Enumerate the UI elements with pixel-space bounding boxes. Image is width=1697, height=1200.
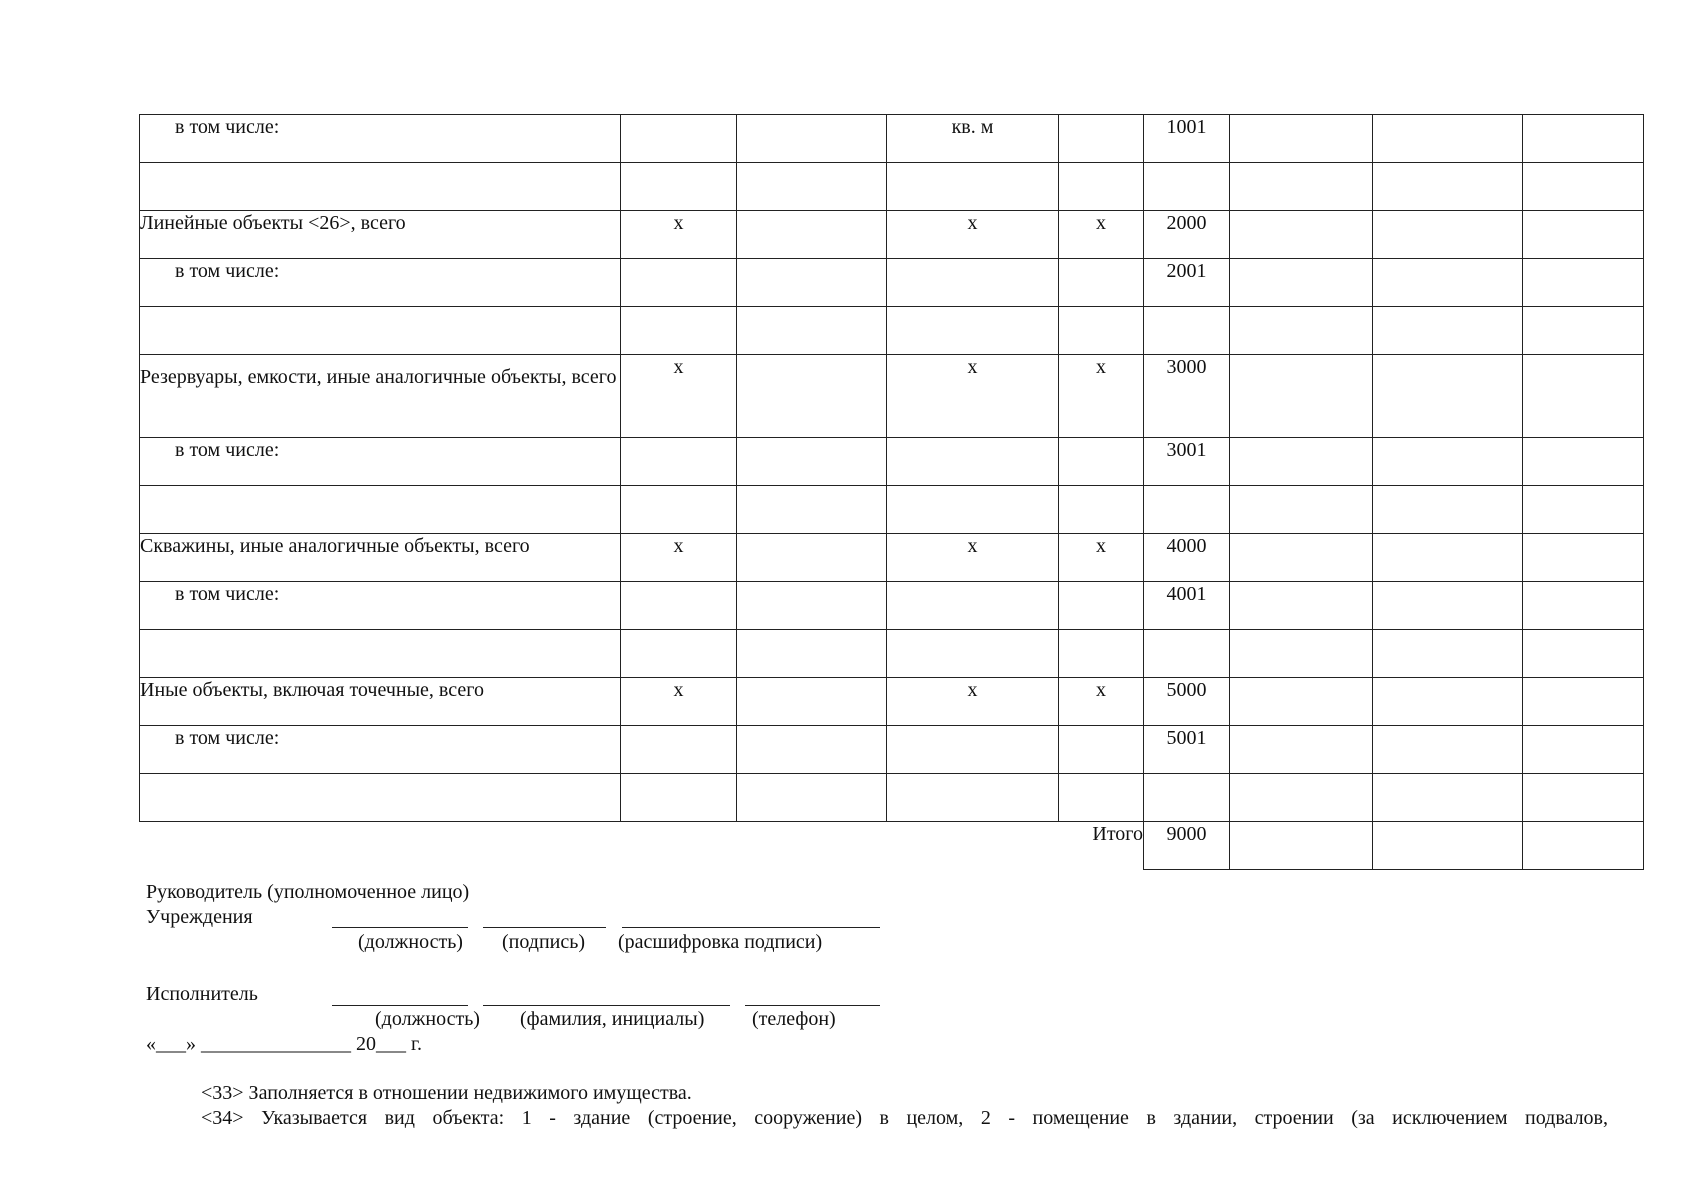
cell-col9 bbox=[1523, 630, 1644, 678]
property-table bbox=[139, 114, 1644, 870]
cell-unit: x bbox=[887, 355, 1059, 438]
cell-col9 bbox=[1523, 355, 1644, 438]
row-code bbox=[1144, 163, 1230, 211]
executor-position-line bbox=[332, 1005, 468, 1006]
cell-col7 bbox=[1230, 774, 1373, 822]
cell-col7 bbox=[1230, 534, 1373, 582]
cell-unit bbox=[887, 726, 1059, 774]
cell-col2: x bbox=[621, 534, 737, 582]
footnote-34: <34> Указывается вид объекта: 1 - здание (строение, сооружение) в целом, 2 - помещение в здании, строении (за исключением подвалов, bbox=[201, 1107, 1608, 1129]
cell-col7 bbox=[1230, 582, 1373, 630]
executor-caption-position: (должность) bbox=[375, 1008, 480, 1030]
cell-col5 bbox=[1059, 438, 1144, 486]
cell-col5 bbox=[1059, 726, 1144, 774]
head-caption-position: (должность) bbox=[358, 931, 463, 953]
table-row bbox=[140, 678, 1644, 726]
cell-col7 bbox=[1230, 163, 1373, 211]
cell-col8 bbox=[1373, 774, 1523, 822]
cell-col5 bbox=[1059, 486, 1144, 534]
table-body bbox=[140, 115, 1644, 870]
cell-col7 bbox=[1230, 355, 1373, 438]
cell-col5: x bbox=[1059, 211, 1144, 259]
cell-unit: кв. м bbox=[887, 115, 1059, 163]
cell-col2 bbox=[621, 726, 737, 774]
cell-unit: x bbox=[887, 211, 1059, 259]
cell-col8 bbox=[1373, 307, 1523, 355]
row-label bbox=[140, 630, 621, 678]
cell-col3 bbox=[737, 678, 887, 726]
table-row bbox=[140, 307, 1644, 355]
row-label: Резервуары, емкости, иные аналогичные объекты, всего bbox=[140, 355, 621, 438]
cell-col2 bbox=[621, 438, 737, 486]
head-caption-signature: (подпись) bbox=[502, 931, 586, 953]
total-col8 bbox=[1373, 822, 1523, 870]
cell-col8 bbox=[1373, 355, 1523, 438]
table-row bbox=[140, 582, 1644, 630]
cell-col3 bbox=[737, 630, 887, 678]
executor-phone-line bbox=[745, 1005, 880, 1006]
cell-col9 bbox=[1523, 259, 1644, 307]
cell-col9 bbox=[1523, 486, 1644, 534]
cell-col9 bbox=[1523, 163, 1644, 211]
row-label: Линейные объекты <26>, всего bbox=[140, 211, 621, 259]
total-col9 bbox=[1523, 822, 1644, 870]
row-code: 2000 bbox=[1144, 211, 1230, 259]
cell-col8 bbox=[1373, 486, 1523, 534]
cell-col2 bbox=[621, 163, 737, 211]
cell-col2 bbox=[621, 307, 737, 355]
row-code bbox=[1144, 307, 1230, 355]
cell-col3 bbox=[737, 774, 887, 822]
row-code: 4000 bbox=[1144, 534, 1230, 582]
cell-col3 bbox=[737, 307, 887, 355]
footnote-33: <33> Заполняется в отношении недвижимого имущества. bbox=[201, 1082, 692, 1104]
cell-col8 bbox=[1373, 630, 1523, 678]
cell-col3 bbox=[737, 355, 887, 438]
row-label bbox=[140, 486, 621, 534]
row-code: 1001 bbox=[1144, 115, 1230, 163]
row-code: 3001 bbox=[1144, 438, 1230, 486]
cell-unit bbox=[887, 163, 1059, 211]
cell-unit: x bbox=[887, 678, 1059, 726]
cell-col9 bbox=[1523, 307, 1644, 355]
cell-col9 bbox=[1523, 774, 1644, 822]
table-row bbox=[140, 211, 1644, 259]
cell-col5 bbox=[1059, 774, 1144, 822]
head-signature-line bbox=[483, 927, 606, 928]
cell-col5 bbox=[1059, 582, 1144, 630]
cell-col5 bbox=[1059, 163, 1144, 211]
cell-col2: x bbox=[621, 355, 737, 438]
head-caption-decoding: (расшифровка подписи) bbox=[618, 931, 823, 953]
cell-unit bbox=[887, 259, 1059, 307]
cell-col7 bbox=[1230, 115, 1373, 163]
cell-unit bbox=[887, 774, 1059, 822]
table-row bbox=[140, 630, 1644, 678]
cell-col3 bbox=[737, 211, 887, 259]
table-row bbox=[140, 115, 1644, 163]
row-label: Скважины, иные аналогичные объекты, всего bbox=[140, 534, 621, 582]
cell-col9 bbox=[1523, 534, 1644, 582]
cell-col7 bbox=[1230, 630, 1373, 678]
row-code bbox=[1144, 630, 1230, 678]
cell-col7 bbox=[1230, 307, 1373, 355]
total-label: Итого bbox=[1092, 823, 1143, 845]
row-code: 4001 bbox=[1144, 582, 1230, 630]
executor-label: Исполнитель bbox=[146, 983, 258, 1005]
table-row bbox=[140, 355, 1644, 438]
row-code bbox=[1144, 486, 1230, 534]
cell-col5 bbox=[1059, 307, 1144, 355]
cell-col3 bbox=[737, 163, 887, 211]
cell-col7 bbox=[1230, 259, 1373, 307]
row-label: Иные объекты, включая точечные, всего bbox=[140, 678, 621, 726]
total-code: 9000 bbox=[1144, 822, 1230, 870]
executor-name-line bbox=[483, 1005, 730, 1006]
cell-col3 bbox=[737, 259, 887, 307]
row-code: 5001 bbox=[1144, 726, 1230, 774]
cell-col7 bbox=[1230, 726, 1373, 774]
cell-col9 bbox=[1523, 726, 1644, 774]
cell-col8 bbox=[1373, 211, 1523, 259]
table-row bbox=[140, 726, 1644, 774]
cell-col3 bbox=[737, 438, 887, 486]
cell-col8 bbox=[1373, 678, 1523, 726]
cell-unit bbox=[887, 307, 1059, 355]
row-label: в том числе: bbox=[140, 726, 621, 774]
cell-col2 bbox=[621, 486, 737, 534]
cell-col5: x bbox=[1059, 355, 1144, 438]
cell-col3 bbox=[737, 582, 887, 630]
cell-col9 bbox=[1523, 678, 1644, 726]
cell-col9 bbox=[1523, 438, 1644, 486]
cell-col8 bbox=[1373, 534, 1523, 582]
head-position-line bbox=[332, 927, 468, 928]
table-row bbox=[140, 534, 1644, 582]
cell-unit bbox=[887, 630, 1059, 678]
row-label: в том числе: bbox=[140, 582, 621, 630]
cell-col3 bbox=[737, 115, 887, 163]
cell-unit: x bbox=[887, 534, 1059, 582]
cell-col3 bbox=[737, 534, 887, 582]
date-line: «___» _______________ 20___ г. bbox=[146, 1033, 422, 1055]
cell-unit bbox=[887, 582, 1059, 630]
table-row bbox=[140, 259, 1644, 307]
cell-col5 bbox=[1059, 630, 1144, 678]
head-decoding-line bbox=[622, 927, 880, 928]
cell-col8 bbox=[1373, 163, 1523, 211]
row-code: 3000 bbox=[1144, 355, 1230, 438]
cell-col9 bbox=[1523, 115, 1644, 163]
cell-col9 bbox=[1523, 582, 1644, 630]
executor-caption-phone: (телефон) bbox=[752, 1008, 836, 1030]
row-label bbox=[140, 163, 621, 211]
row-label bbox=[140, 774, 621, 822]
cell-col8 bbox=[1373, 582, 1523, 630]
cell-col7 bbox=[1230, 438, 1373, 486]
cell-col7 bbox=[1230, 486, 1373, 534]
cell-unit bbox=[887, 438, 1059, 486]
cell-unit bbox=[887, 486, 1059, 534]
head-title-line2: Учреждения bbox=[146, 906, 253, 928]
cell-col3 bbox=[737, 726, 887, 774]
row-code: 2001 bbox=[1144, 259, 1230, 307]
table-row bbox=[140, 486, 1644, 534]
cell-col2 bbox=[621, 582, 737, 630]
cell-col2: x bbox=[621, 678, 737, 726]
cell-col5: x bbox=[1059, 678, 1144, 726]
cell-col5 bbox=[1059, 259, 1144, 307]
cell-col7 bbox=[1230, 678, 1373, 726]
row-label: в том числе: bbox=[140, 438, 621, 486]
cell-col5: x bbox=[1059, 534, 1144, 582]
cell-col9 bbox=[1523, 211, 1644, 259]
cell-col8 bbox=[1373, 438, 1523, 486]
table-row bbox=[140, 163, 1644, 211]
cell-col2 bbox=[621, 115, 737, 163]
head-title-line1: Руководитель (уполномоченное лицо) bbox=[146, 881, 470, 903]
total-col7 bbox=[1230, 822, 1373, 870]
total-row bbox=[140, 822, 1644, 870]
row-label: в том числе: bbox=[140, 115, 621, 163]
table-row bbox=[140, 438, 1644, 486]
cell-col8 bbox=[1373, 115, 1523, 163]
cell-col2: x bbox=[621, 211, 737, 259]
cell-col2 bbox=[621, 774, 737, 822]
cell-col7 bbox=[1230, 211, 1373, 259]
cell-col8 bbox=[1373, 726, 1523, 774]
table-row bbox=[140, 774, 1644, 822]
row-code bbox=[1144, 774, 1230, 822]
row-label: в том числе: bbox=[140, 259, 621, 307]
cell-col5 bbox=[1059, 115, 1144, 163]
row-code: 5000 bbox=[1144, 678, 1230, 726]
cell-col8 bbox=[1373, 259, 1523, 307]
cell-col2 bbox=[621, 630, 737, 678]
row-label bbox=[140, 307, 621, 355]
cell-col2 bbox=[621, 259, 737, 307]
cell-col3 bbox=[737, 486, 887, 534]
executor-caption-name: (фамилия, инициалы) bbox=[520, 1008, 705, 1030]
